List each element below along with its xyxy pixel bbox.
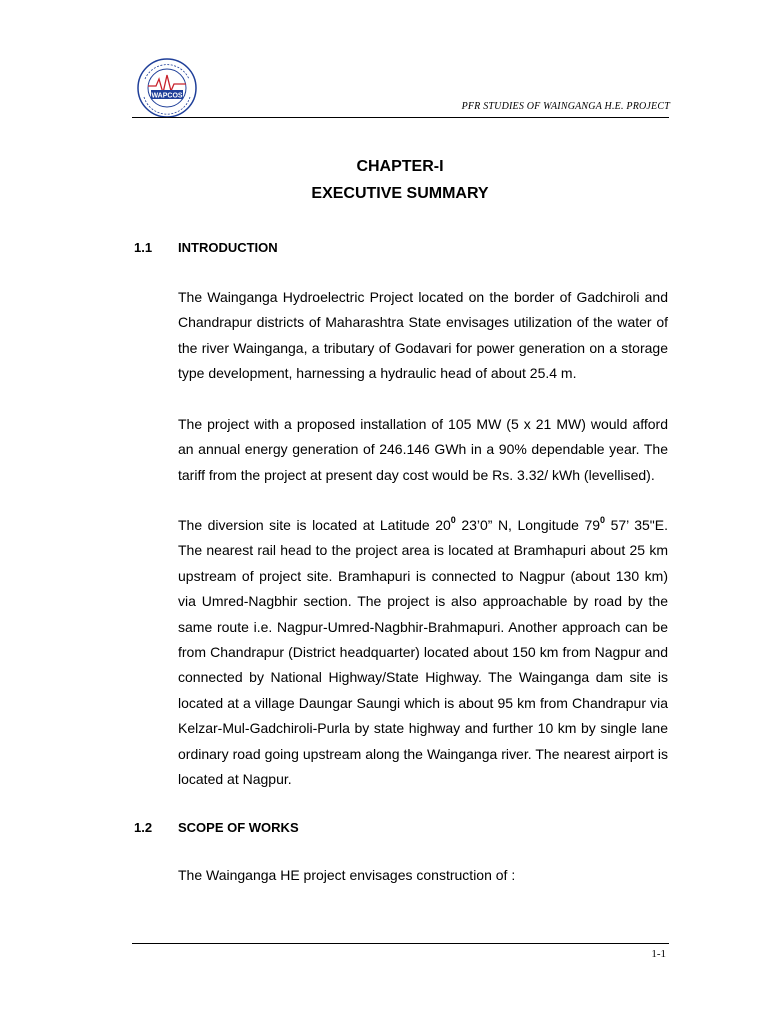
paragraph-scope-intro: The Wainganga HE project envisages construction of :: [178, 867, 516, 883]
paragraph-installation-energy: The project with a proposed installation of 105 MW (5 x 21 MW) would afford an annual energy generation of 246.146 GWh in a 90% dependable year. The tariff from the project at present day cost would be Rs. 3.32/ kWh (levellised).: [178, 416, 668, 483]
wapcos-logo: [136, 57, 198, 119]
section-number: 1.1: [134, 240, 153, 255]
running-header: PFR STUDIES OF WAINGANGA H.E. PROJECT: [461, 101, 670, 112]
section-number: 1.2: [134, 820, 153, 835]
degree-superscript: 0: [450, 515, 456, 525]
footer-rule: [132, 943, 669, 944]
section-heading-introduction: INTRODUCTION: [178, 240, 278, 255]
section-heading-scope-of-works: SCOPE OF WORKS: [178, 820, 299, 835]
chapter-title: EXECUTIVE SUMMARY: [311, 185, 489, 202]
paragraph-project-location: The Wainganga Hydroelectric Project located on the border of Gadchiroli and Chandrapur districts of Maharashtra State envisages utilization of the water of the river Wainganga, a tributary of Godavari for power generation on a storage type development, harnessing a hydraulic head of about 25.4 m.: [178, 289, 668, 382]
header-rule: [132, 117, 669, 118]
page-number: 1-1: [651, 948, 666, 960]
paragraph-site-access: The diversion site is located at Latitude $20^0$ 23’0” N, Longitude $79^0$ 57’ 35"E. The nearest rail head to the project area is located at Bramhapuri about 25 km upstream of project site. Bramhapuri is connected to Nagpur (about 130 km) via Umred-Nagbhir section. The project is also approachable by road by the same route i.e. Nagpur-Umred-Nagbhir-Brahmapuri. Another approach can be from Chandrapur (District headquarter) located about 150 km from Nagpur and connected by National Highway/State Highway. The Wainganga dam site is located at a village Daungar Saungi which is about 95 km from Chandrapur via Kelzar-Mul-Gadchiroli-Purla by state highway and further 10 km by single lane ordinary road going upstream along the Wainganga river. The nearest airport is located at Nagpur.: [178, 515, 669, 788]
degree-superscript: 0: [600, 515, 606, 525]
chapter-label: CHAPTER-I: [356, 158, 444, 175]
svg-text:WAPCOS: WAPCOS: [151, 92, 183, 100]
